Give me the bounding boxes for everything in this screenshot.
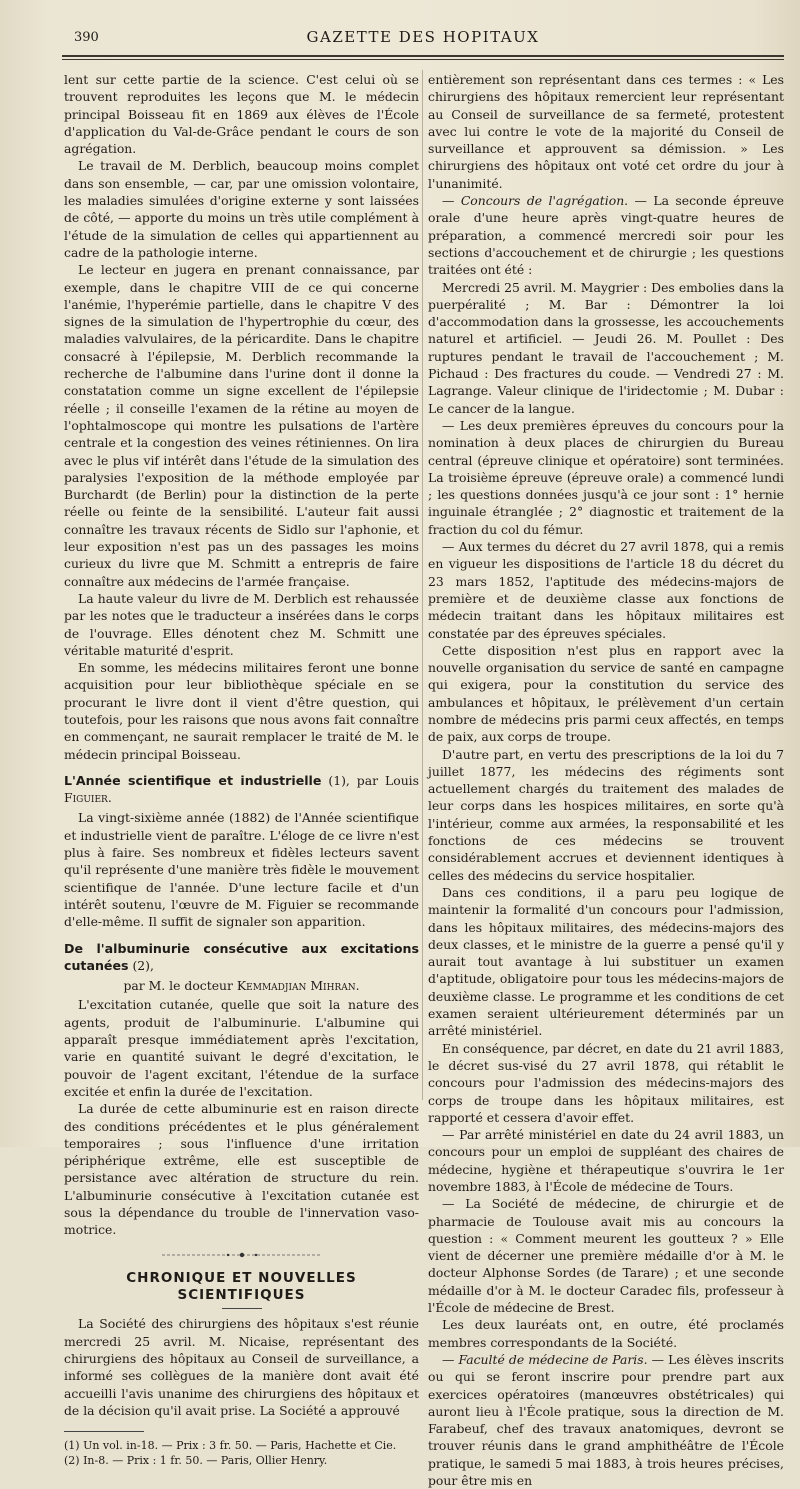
paragraph: L'excitation cutanée, quelle que soit la nature des agents, produit de l'albuminurie. L'albumine qui apparaît presque immédiatement après l'excitation, varie en quantité suivant le degré d'excitation, le pouvoir de l'agent excitant, l'étendue de la surface excitée et enfin la durée de l'excitation. <box>64 997 419 1099</box>
review-heading-annee <box>64 772 419 807</box>
paragraph: En conséquence, par décret, en date du 21 avril 1883, le décret sus-visé du 27 avril 1878, qui rétablit le concours pour l'admission des médecins-majors des corps de troupe dans les hôpitaux militaires, est rapporté et cessera d'avoir effet. <box>428 1040 784 1125</box>
dash: — <box>442 1351 459 1367</box>
news-title: Faculté de médecine de Paris. <box>458 1351 648 1367</box>
column-separator <box>422 70 423 1100</box>
paragraph: Les deux lauréats ont, en outre, été proclamés membres correspondants de la Société. <box>428 1317 784 1350</box>
byline-author: Kemmadjian Mihran. <box>236 978 360 994</box>
page-number: 390 <box>74 30 99 45</box>
ornamental-divider <box>64 1247 419 1264</box>
paragraph: — Les deux premières épreuves du concours pour la nomination à deux places de chirurgien du Bureau central (épreuve clinique et opératoire) sont terminées. La troisième épreuve (épreuve orale) a commencé lundi ; les questions données jusqu'à ce jour sont : 1° hernie inguinale étranglée ; 2° diagnostic et traitement de la fraction du col du fémur. <box>428 417 784 537</box>
paragraph: — La Société de médecine, de chirurgie et de pharmacie de Toulouse avait mis au concours la question : « Comment meurent les goutteux ? » Elle vient de décerner une première médaille d'or à M. le docteur Alphonse Sordes (de Tarare) ; et une seconde médaille d'or à M. le docteur Caradec fils, professeur à l'École de médecine de Brest. <box>428 1196 784 1316</box>
paragraph: Cette disposition n'est plus en rapport avec la nouvelle organisation du service de santé en campagne qui exigera, pour la constitution du service des ambulances et hôpitaux, le prélèvement d'un certain nombre de médecins pris parmi ceux affectés, en temps de paix, aux corps de troupe. <box>428 642 784 745</box>
footnote: (2) In-8. — Prix : 1 fr. 50. — Paris, Ollier Henry. <box>64 1454 328 1468</box>
paragraph: — Aux termes du décret du 27 avril 1878, qui a remis en vigueur les dispositions de l'article 18 du décret du 23 mars 1852, l'aptitude des médecins-majors de première et de deuxième classe aux fonctions de médecin traitant dans les hôpitaux militaires est constatée par des épreuves spéciales. <box>428 539 784 641</box>
paragraph: La haute valeur du livre de M. Derblich est rehaussée par les notes que le traducteur a insérées dans le corps de l'ouvrage. Elles dénotent chez M. Schmitt une véritable maturité d'esprit. <box>64 590 419 658</box>
review-title-rest: (1), par Louis <box>321 772 419 788</box>
news-text: — La seconde épreuve orale d'une heure après vingt-quatre heures de préparation, a commencé mercredi soir pour les sections d'accouchement et de chirurgie ; les questions traitées ont été : <box>428 193 784 278</box>
paragraph: lent sur cette partie de la science. C'est celui où se trouvent reproduites les leçons que M. le médecin principal Boisseau fit en 1869 aux élèves de l'École d'application du Val-de-Grâce pendant le cours de son agrégation. <box>64 72 419 157</box>
paragraph: La Société des chirurgiens des hôpitaux s'est réunie mercredi 25 avril. M. Nicaise, représentant des chirurgiens des hôpitaux au Conseil de surveillance, a informé ses collègues de la manière dont avait été accueilli l'avis unanime des chirurgiens des hôpitaux et de la décision qu'il avait prise. La Société a approuvé <box>64 1316 419 1418</box>
paragraph: La vingt-sixième année (1882) de l'Année scientifique et industrielle vient de paraître. L'éloge de ce livre n'est plus à faire. Ses nombreux et fidèles lecteurs savent qu'il représente d'une manière très fidèle le mouvement scientifique de l'année. D'une lecture facile et d'un intérêt soutenu, l'œuvre de M. Figuier se recommande d'elle-même. Il suffit de signaler son apparition. <box>64 810 419 930</box>
paragraph: Dans ces conditions, il a paru peu logique de maintenir la formalité d'un concours pour l'admission, dans les hôpitaux militaires, des médecins-majors des deux classes, et le ministre de la guerre a pensé qu'il y aurait tout avantage à lui substituer un examen d'aptitude, obligatoire pour tous les médecins-majors de deuxième classe. Le programme et les conditions de cet examen seraient ultérieurement déterminés par un arrêté ministériel. <box>428 884 784 1039</box>
paragraph: En somme, les médecins militaires feront une bonne acquisition pour leur bibliothèque spéciale en se procurant le livre dont il vient d'être question, qui toutefois, pour les raisons que nous avons fait connaître en commençant, ne saurait remplacer le traité de M. le médecin principal Boisseau. <box>64 660 419 762</box>
paragraph-faculte <box>428 1351 784 1489</box>
section-rule <box>222 1308 262 1309</box>
paragraph: Le travail de M. Derblich, beaucoup moins complet dans son ensemble, — car, par une omission volontaire, les maladies simulées d'origine externe y sont laissées de côté, — apporte du moins un très utile complément à l'étude de la simulation de celles qui appartiennent au cadre de la pathologie interne. <box>64 158 419 260</box>
right-column <box>428 71 784 1489</box>
section-title: CHRONIQUE ET NOUVELLES SCIENTIFIQUES <box>126 1269 357 1304</box>
header-rule <box>62 55 784 57</box>
paragraph-concours <box>428 192 784 278</box>
review-title: L'Année scientifique et industrielle <box>64 772 322 788</box>
review-author: Figuier. <box>64 790 112 806</box>
review-title-rest: (2), <box>128 957 154 973</box>
header-rule-thin <box>62 59 784 60</box>
paragraph: Le lecteur en jugera en prenant connaissance, par exemple, dans le chapitre VIII de ce qui concerne l'anémie, l'hyperémie partielle, dans le chapitre V des signes de la simulation de l'hypertrophie du cœur, des maladies valvulaires, de la péricardite. Dans le chapitre consacré à l'épilepsie, M. Derblich recommande la recherche de l'albumine dans l'urine dont il donne la constatation comme un signe excellent de l'épilepsie réelle ; il conseille l'examen de la rétine au moyen de l'ophtalmoscope qui montre les pulsations de l'artère centrale et la congestion des veines rétiniennes. On lira avec le plus vif intérêt dans l'étude de la simulation des paralysies l'exposition de la méthode employée par Burchardt (de Berlin) pour la distinction de la perte réelle ou feinte de la sensibilité. L'auteur fait aussi connaître les travaux récents de Sidlo sur l'aphonie, et leur exposition n'est pas un des passages les moins curieux du livre que M. Schmitt a entrepris de faire connaître aux médecins de l'armée française. <box>64 262 419 589</box>
review-byline <box>64 977 419 994</box>
paragraph: Mercredi 25 avril. M. Maygrier : Des embolies dans la puerpéralité ; M. Bar : Démontrer la loi d'accommodation dans la grossesse, les accouchements naturel et artificiel. — Jeudi 26. M. Poullet : Des ruptures pendant le travail de l'accouchement ; M. Pichaud : Des fractures du coude. — Vendredi 27 : M. Lagrange. Valeur clinique de l'iridectomie ; M. Dubar : Le cancer de la langue. <box>428 279 784 416</box>
dash: — <box>442 193 461 209</box>
review-title: De l'albuminurie consécutive aux excitations cutanées <box>64 940 419 973</box>
paragraph: entièrement son représentant dans ces termes : « Les chirurgiens des hôpitaux remercient leur représentant au Conseil de surveillance de sa fermeté, protestent avec lui contre le vote de la majorité du Conseil de surveillance et approuvent sa démission. » Les chirurgiens des hôpitaux ont voté cet ordre du jour à l'unanimité. <box>428 72 784 191</box>
footnote-rule <box>64 1431 144 1432</box>
paragraph: La durée de cette albuminurie est en raison directe des conditions précédentes et le plus généralement temporaires ; sous l'influence d'une irritation périphérique extrême, elle est susceptible de persistance avec altération de structure du rein. L'albuminurie consécutive à l'excitation cutanée est sous la dépendance du trouble de l'innervation vaso-motrice. <box>64 1101 419 1238</box>
left-column <box>64 71 419 1468</box>
running-title: GAZETTE DES HOPITAUX <box>306 28 540 46</box>
paragraph: D'autre part, en vertu des prescriptions de la loi du 7 juillet 1877, les médecins des régiments sont actuellement chargés du traitement des malades de leur corps dans les hospices militaires, en sorte qu'à l'intérieur, comme aux armées, la responsabilité et les fonctions de ces médecins se trouvent considérablement accrues et deviennent identiques à celles des médecins du service hospitalier. <box>428 746 784 883</box>
review-heading-albuminurie <box>64 940 419 975</box>
paragraph: — Par arrêté ministériel en date du 24 avril 1883, un concours pour un emploi de suppléant des chaires de médecine, hygiène et thérapeutique s'ouvrira le 1er novembre 1883, à l'École de médecine de Tours. <box>428 1127 784 1194</box>
news-text: — Les élèves inscrits ou qui se feront inscrire pour prendre part aux exercices opératoires (manœuvres obstétricales) qui auront lieu à l'École pratique, sous la direction de M. Farabeuf, chef des travaux anatomiques, devront se trouver réunis dans le grand amphithéâtre de l'École pratique, le samedi 5 mai 1883, à trois heures précises, pour être mis en <box>428 1351 784 1489</box>
footnote: (1) Un vol. in-18. — Prix : 3 fr. 50. — Paris, Hachette et Cie. <box>64 1439 397 1453</box>
page-header <box>62 28 784 50</box>
news-title: Concours de l'agrégation. <box>460 193 629 209</box>
byline-prefix: par M. le docteur <box>123 978 237 994</box>
divider-ornament <box>162 1251 322 1259</box>
